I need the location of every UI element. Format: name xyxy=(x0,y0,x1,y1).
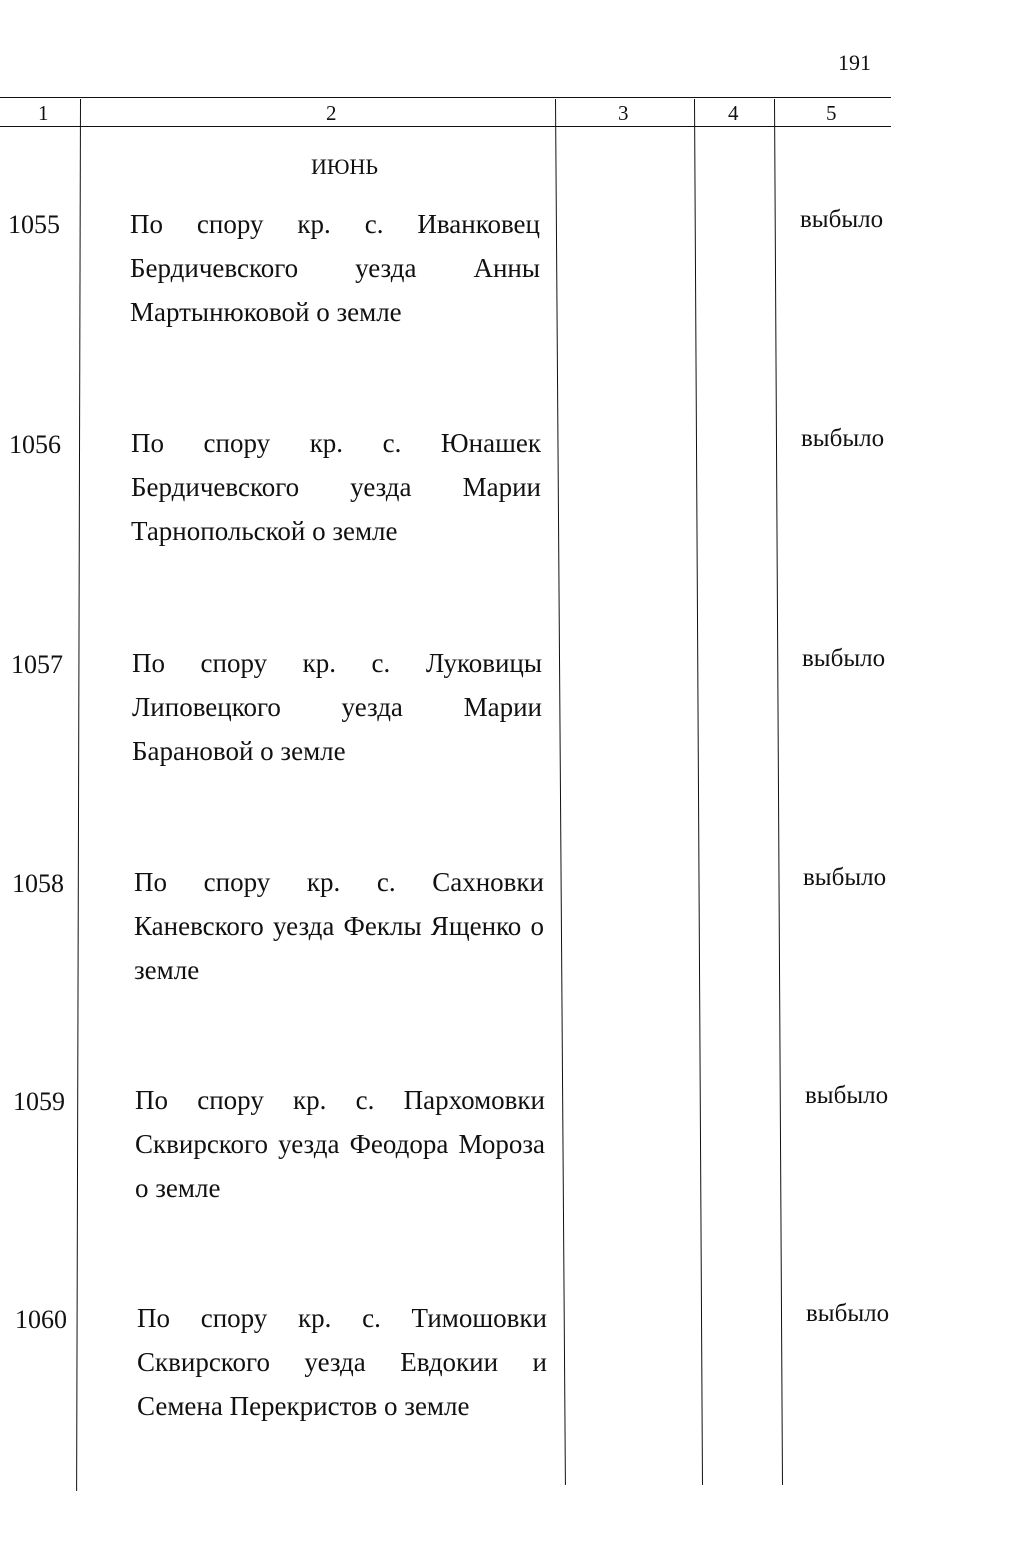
row-status: выбыло xyxy=(806,1300,890,1327)
month-heading: ИЮНЬ xyxy=(311,154,379,179)
column-divider-3-4 xyxy=(694,99,703,1485)
row-status: выбыло xyxy=(802,645,886,672)
column-header-5: 5 xyxy=(826,101,837,125)
row-description: По спору кр. с. Юнашек Бердичевского уезда Марии Тарнопольской о земле xyxy=(131,428,541,546)
column-header-4: 4 xyxy=(728,101,739,125)
row-number: 1060 xyxy=(15,1305,67,1334)
row-number: 1055 xyxy=(8,210,60,239)
row-number: 1058 xyxy=(12,869,64,898)
row-status: выбыло xyxy=(801,425,885,452)
row-description: По спору кр. с. Пархомовки Сквирского уезда Феодора Мороза о земле xyxy=(135,1085,545,1203)
row-description: По спору кр. с. Сахновки Каневского уезда Феклы Ященко о земле xyxy=(134,867,544,985)
row-status: выбыло xyxy=(803,864,887,891)
row-description: По спору кр. с. Тимошовки Сквирского уезда Евдокии и Семена Перекристов о земле xyxy=(137,1303,547,1421)
row-number: 1057 xyxy=(11,650,63,679)
page-number: 191 xyxy=(838,50,871,75)
column-header-1: 1 xyxy=(38,101,49,125)
table-top-rule xyxy=(0,97,891,98)
column-header-2: 2 xyxy=(326,101,337,125)
row-description: По спору кр. с. Иванковец Бердичевского уезда Анны Мартынюковой о земле xyxy=(130,209,540,327)
column-divider-1-2 xyxy=(76,99,81,1491)
row-status: выбыло xyxy=(800,206,884,233)
row-number: 1056 xyxy=(9,430,61,459)
row-number: 1059 xyxy=(13,1087,65,1116)
column-header-3: 3 xyxy=(618,101,629,125)
row-status: выбыло xyxy=(805,1082,889,1109)
table-header-rule xyxy=(0,126,891,127)
column-divider-4-5 xyxy=(774,99,783,1485)
column-divider-2-3 xyxy=(555,99,566,1485)
row-description: По спору кр. с. Луковицы Липовецкого уезда Марии Барановой о земле xyxy=(132,648,542,766)
